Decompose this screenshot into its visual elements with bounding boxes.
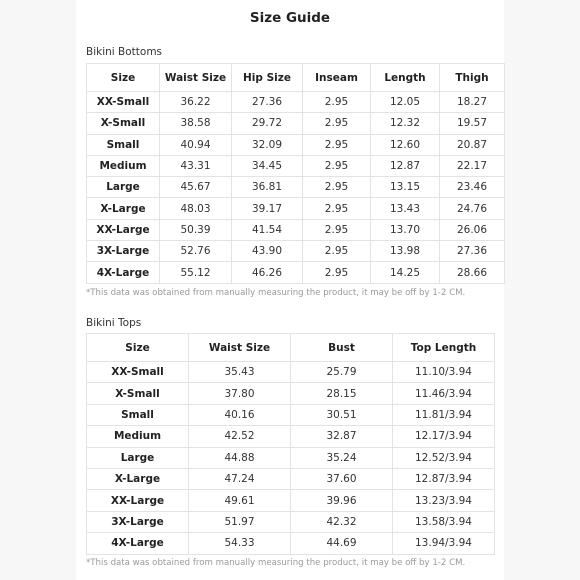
column-header: Top Length (393, 334, 495, 362)
table-row (87, 490, 495, 511)
measurement-cell: 28.15 (291, 383, 393, 404)
measurement-cell: 39.96 (291, 490, 393, 511)
size-label-cell: 4X-Large (87, 262, 160, 283)
column-header: Size (87, 334, 189, 362)
measurement-cell: 2.95 (303, 92, 371, 113)
measurement-cell: 32.87 (291, 426, 393, 447)
size-label-cell: Large (87, 177, 160, 198)
measurement-cell: 25.79 (291, 362, 393, 383)
size-label-cell: Small (87, 404, 189, 425)
measurement-cell: 49.61 (189, 490, 291, 511)
column-header: Size (87, 64, 160, 92)
measurement-cell: 24.76 (440, 198, 505, 219)
measurement-cell: 13.98 (371, 241, 440, 262)
measurement-cell: 28.66 (440, 262, 505, 283)
column-header: Waist Size (160, 64, 232, 92)
measurement-cell: 55.12 (160, 262, 232, 283)
measurement-cell: 34.45 (232, 155, 303, 176)
measurement-cell: 20.87 (440, 134, 505, 155)
measurement-cell: 14.25 (371, 262, 440, 283)
table-row (87, 92, 505, 113)
measurement-cell: 51.97 (189, 511, 291, 532)
table-row (87, 533, 495, 554)
measurement-cell: 12.32 (371, 113, 440, 134)
size-label-cell: Medium (87, 426, 189, 447)
measurement-cell: 45.67 (160, 177, 232, 198)
measurement-cell: 54.33 (189, 533, 291, 554)
measurement-cell: 43.31 (160, 155, 232, 176)
measurement-cell: 29.72 (232, 113, 303, 134)
measurement-cell: 2.95 (303, 262, 371, 283)
table-header-row (87, 64, 505, 92)
measurement-cell: 2.95 (303, 219, 371, 240)
size-label-cell: X-Large (87, 198, 160, 219)
measurement-cell: 36.22 (160, 92, 232, 113)
measurement-cell: 12.87 (371, 155, 440, 176)
column-header: Thigh (440, 64, 505, 92)
measurement-cell: 12.52/3.94 (393, 447, 495, 468)
measurement-cell: 12.87/3.94 (393, 468, 495, 489)
table-row (87, 404, 495, 425)
measurement-cell: 13.43 (371, 198, 440, 219)
measurement-cell: 44.69 (291, 533, 393, 554)
measurement-cell: 36.81 (232, 177, 303, 198)
size-label-cell: XX-Large (87, 490, 189, 511)
table-row (87, 362, 495, 383)
measurement-cell: 48.03 (160, 198, 232, 219)
measurement-cell: 2.95 (303, 241, 371, 262)
measurement-cell: 35.24 (291, 447, 393, 468)
bottoms-section-title: Bikini Bottoms (86, 46, 163, 58)
table-row (87, 113, 505, 134)
measurement-cell: 47.24 (189, 468, 291, 489)
measurement-cell: 43.90 (232, 241, 303, 262)
size-label-cell: XX-Small (87, 92, 160, 113)
size-label-cell: X-Small (87, 383, 189, 404)
table-header-row (87, 334, 495, 362)
page-title: Size Guide (249, 10, 331, 26)
tops-section-title: Bikini Tops (86, 317, 142, 329)
measurement-cell: 32.09 (232, 134, 303, 155)
table-row (87, 426, 495, 447)
measurement-cell: 40.94 (160, 134, 232, 155)
measurement-cell: 13.58/3.94 (393, 511, 495, 532)
tops-measurement-note: *This data was obtained from manually measuring the product, it may be off by 1-2 CM. (86, 558, 466, 568)
table-row (87, 468, 495, 489)
column-header: Hip Size (232, 64, 303, 92)
size-label-cell: X-Large (87, 468, 189, 489)
table-row (87, 219, 505, 240)
size-label-cell: 3X-Large (87, 511, 189, 532)
measurement-cell: 50.39 (160, 219, 232, 240)
table-row (87, 155, 505, 176)
column-header: Bust (291, 334, 393, 362)
table-row (87, 511, 495, 532)
measurement-cell: 42.32 (291, 511, 393, 532)
table-row (87, 198, 505, 219)
measurement-cell: 42.52 (189, 426, 291, 447)
table-row (87, 447, 495, 468)
column-header: Waist Size (189, 334, 291, 362)
measurement-cell: 37.80 (189, 383, 291, 404)
measurement-cell: 23.46 (440, 177, 505, 198)
measurement-cell: 13.23/3.94 (393, 490, 495, 511)
measurement-cell: 22.17 (440, 155, 505, 176)
bottoms-measurement-note: *This data was obtained from manually measuring the product, it may be off by 1-2 CM. (86, 288, 466, 298)
measurement-cell: 35.43 (189, 362, 291, 383)
measurement-cell: 37.60 (291, 468, 393, 489)
measurement-cell: 27.36 (232, 92, 303, 113)
measurement-cell: 41.54 (232, 219, 303, 240)
measurement-cell: 26.06 (440, 219, 505, 240)
table-row (87, 383, 495, 404)
measurement-cell: 40.16 (189, 404, 291, 425)
table-row (87, 177, 505, 198)
bottoms-size-table (86, 63, 505, 284)
measurement-cell: 18.27 (440, 92, 505, 113)
table-row (87, 134, 505, 155)
table-row (87, 241, 505, 262)
measurement-cell: 13.70 (371, 219, 440, 240)
measurement-cell: 11.81/3.94 (393, 404, 495, 425)
column-header: Inseam (303, 64, 371, 92)
measurement-cell: 2.95 (303, 177, 371, 198)
size-label-cell: X-Small (87, 113, 160, 134)
measurement-cell: 12.17/3.94 (393, 426, 495, 447)
measurement-cell: 13.15 (371, 177, 440, 198)
size-label-cell: XX-Small (87, 362, 189, 383)
measurement-cell: 2.95 (303, 198, 371, 219)
size-label-cell: 3X-Large (87, 241, 160, 262)
measurement-cell: 38.58 (160, 113, 232, 134)
measurement-cell: 30.51 (291, 404, 393, 425)
table-row (87, 262, 505, 283)
measurement-cell: 52.76 (160, 241, 232, 262)
measurement-cell: 2.95 (303, 155, 371, 176)
tops-size-table (86, 333, 495, 555)
measurement-cell: 27.36 (440, 241, 505, 262)
measurement-cell: 11.10/3.94 (393, 362, 495, 383)
measurement-cell: 39.17 (232, 198, 303, 219)
size-label-cell: Small (87, 134, 160, 155)
measurement-cell: 12.60 (371, 134, 440, 155)
measurement-cell: 44.88 (189, 447, 291, 468)
measurement-cell: 12.05 (371, 92, 440, 113)
size-label-cell: Medium (87, 155, 160, 176)
column-header: Length (371, 64, 440, 92)
measurement-cell: 2.95 (303, 134, 371, 155)
measurement-cell: 13.94/3.94 (393, 533, 495, 554)
measurement-cell: 11.46/3.94 (393, 383, 495, 404)
size-label-cell: XX-Large (87, 219, 160, 240)
measurement-cell: 19.57 (440, 113, 505, 134)
measurement-cell: 46.26 (232, 262, 303, 283)
measurement-cell: 2.95 (303, 113, 371, 134)
size-label-cell: Large (87, 447, 189, 468)
size-label-cell: 4X-Large (87, 533, 189, 554)
